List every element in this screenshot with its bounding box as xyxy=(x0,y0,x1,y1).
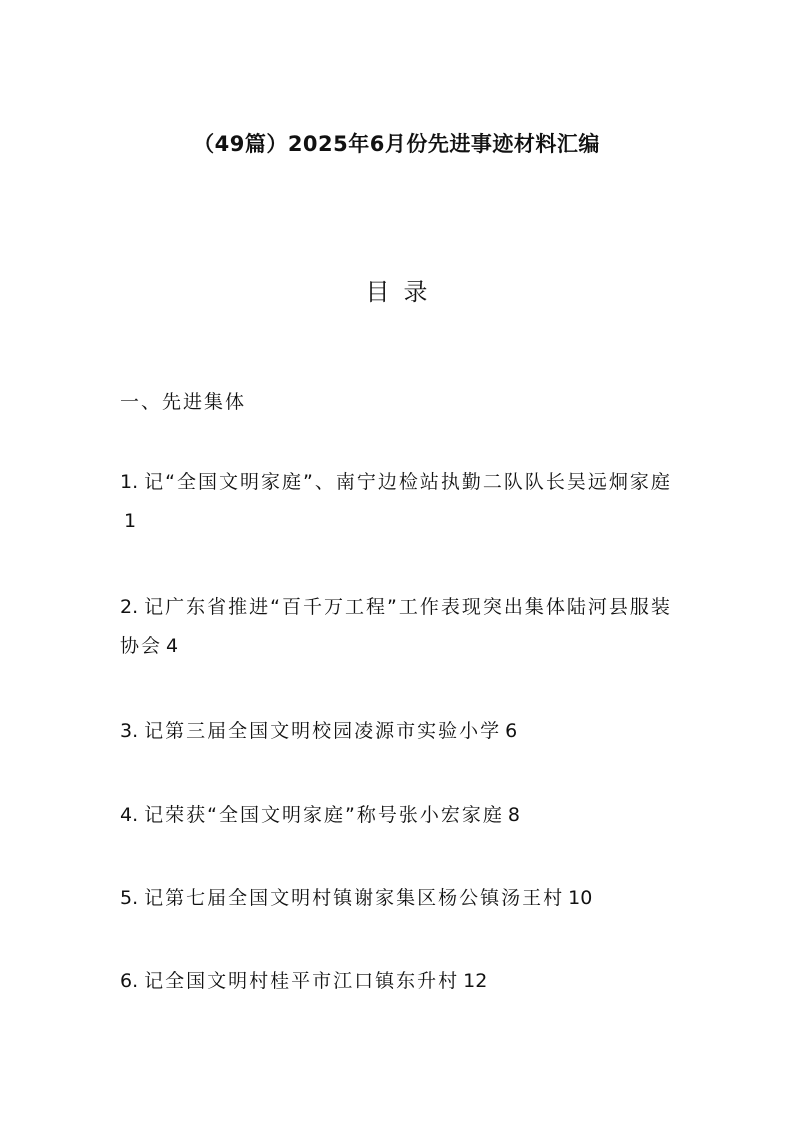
toc-entry-text: 记荣获“全国文明家庭”称号张小宏家庭 xyxy=(144,804,504,826)
toc-entry-text: 记“全国文明家庭”、南宁边检站执勤二队队长吴远炯家庭 xyxy=(144,471,672,493)
toc-entry-page: 6 xyxy=(505,720,518,742)
toc-heading: 目录 xyxy=(365,278,442,306)
toc-entry xyxy=(120,796,680,835)
toc-entry-page: 4 xyxy=(166,635,179,657)
toc-entry xyxy=(120,962,680,1001)
toc-entry-number: 1. xyxy=(120,471,139,493)
toc-entry-text: 记广东省推进“百千万工程”工作表现突出集体陆河县服装协会 xyxy=(120,596,672,657)
toc-entry-text: 记第七届全国文明村镇谢家集区杨公镇汤王村 xyxy=(144,887,565,909)
document-title: （49篇）2025年6月份先进事迹材料汇编 xyxy=(193,132,600,156)
toc-entry-text: 记全国文明村桂平市江口镇东升村 xyxy=(144,970,460,992)
toc-entry-page: 1 xyxy=(124,510,137,532)
toc-entry-page: 8 xyxy=(507,804,520,826)
toc-entry xyxy=(120,588,680,666)
section-heading: 一、先进集体 xyxy=(120,391,247,413)
toc-entry-number: 5. xyxy=(120,887,139,909)
toc-entry-number: 4. xyxy=(120,804,139,826)
toc-entry-number: 3. xyxy=(120,720,139,742)
toc-entry-page: 12 xyxy=(463,970,488,992)
toc-entry xyxy=(120,712,680,751)
toc-entry-number: 6. xyxy=(120,970,139,992)
toc-entry-number: 2. xyxy=(120,596,139,618)
toc-entry-page: 10 xyxy=(568,887,593,909)
toc-entry xyxy=(120,879,680,918)
toc-entry xyxy=(120,463,680,541)
toc-entry-text: 记第三届全国文明校园凌源市实验小学 xyxy=(144,720,502,742)
